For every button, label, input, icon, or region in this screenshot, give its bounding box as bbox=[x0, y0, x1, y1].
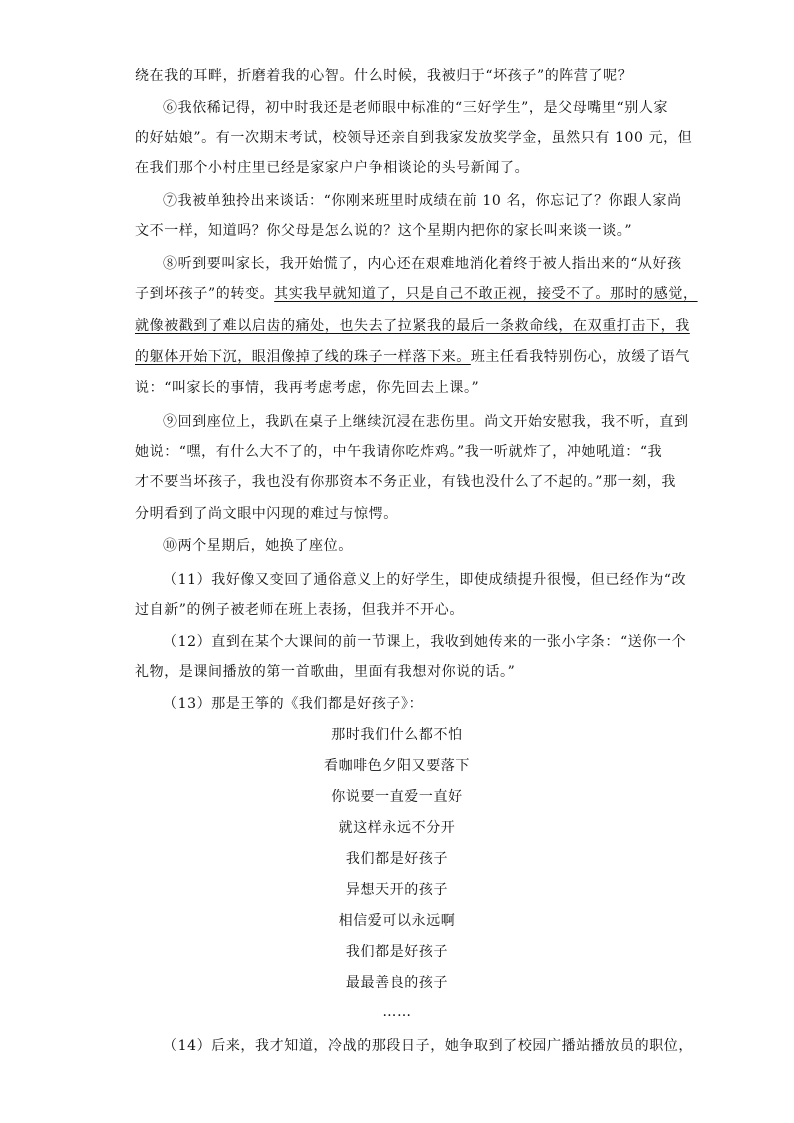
paragraph-11-line: 过自新”的例子被老师在班上表扬，但我并不开心。 bbox=[135, 602, 464, 618]
paragraph-9-line: 才不要当坏孩子，我也没有你那资本不务正业，有钱也没什么了不起的。”那一刻，我 bbox=[135, 474, 676, 490]
paragraph-8-line bbox=[135, 316, 690, 336]
paragraph-13-line: （13）那是王筝的《我们都是好孩子》： bbox=[163, 696, 424, 712]
paragraph-6-line: 在我们那个小村庄里已经是家家户户争相谈论的头号新闻了。 bbox=[135, 160, 530, 176]
paragraph-8-line bbox=[135, 284, 698, 304]
paragraph-6-line: ⑥我依稀记得，初中时我还是老师眼中标准的“三好学生”，是父母嘴里“别人家 bbox=[163, 100, 669, 116]
poem-line: 最最善良的孩子 bbox=[345, 975, 449, 991]
underlined-text: 的躯体开始下沉，眼泪像掉了线的珠子一样落下来。 bbox=[135, 349, 471, 365]
paragraph-8-line: ⑧听到要叫家长，我开始慌了，内心还在艰难地消化着终于被人指出来的“从好孩 bbox=[163, 256, 682, 272]
poem-ellipsis: …… bbox=[382, 1004, 412, 1020]
paragraph-7-line: 文不一样，知道吗？你父母是怎么说的？这个星期内把你的家长叫来谈一谈。” bbox=[135, 223, 633, 239]
paragraph-9-line: 分明看到了尚文眼中闪现的难过与惊愕。 bbox=[135, 506, 398, 522]
poem-line: 异想天开的孩子 bbox=[345, 882, 449, 898]
paragraph-12-line: 礼物，是课间播放的第一首歌曲，里面有我想对你说的话。” bbox=[135, 664, 516, 680]
poem-line: 相信爱可以永远啊 bbox=[338, 913, 456, 929]
poem-line: 我们都是好孩子 bbox=[345, 851, 449, 867]
paragraph-6-line: 的好姑娘”。有一次期末考试，校领导还亲自到我家发放奖学金，虽然只有 100 元，但 bbox=[135, 130, 693, 146]
paragraph-line: 绕在我的耳畔，折磨着我的心智。什么时候，我被归于“坏孩子”的阵营了呢？ bbox=[135, 68, 633, 84]
poem-line: 你说要一直爱一直好 bbox=[331, 789, 463, 805]
paragraph-8-line: 说：“叫家长的事情，我再考虑考虑，你先回去上课。” bbox=[135, 380, 480, 396]
plain-text: 子到坏孩子”的转变。 bbox=[135, 286, 275, 302]
underlined-text: 其实我早就知道了，只是自己不敢正视，接受不了。那时的感觉， bbox=[274, 286, 698, 302]
paragraph-10-line: ⑩两个星期后，她换了座位。 bbox=[163, 538, 353, 554]
poem-line: 那时我们什么都不怕 bbox=[331, 727, 463, 743]
paragraph-7-line: ⑦我被单独拎出来谈话：“你刚来班里时成绩在前 10 名，你忘记了？你跟人家尚 bbox=[163, 193, 682, 209]
poem-line: 我们都是好孩子 bbox=[345, 944, 449, 960]
paragraph-11-line: （11）我好像又变回了通俗意义上的好学生，即使成绩提升很慢，但已经作为“改 bbox=[163, 572, 687, 588]
paragraph-14-line: （14）后来，我才知道，冷战的那段日子，她争取到了校园广播站播放员的职位， bbox=[163, 1038, 694, 1054]
paragraph-12-line: （12）直到在某个大课间的前一节课上，我收到她传来的一张小字条：“送你一个 bbox=[163, 634, 687, 650]
poem-line: 看咖啡色夕阳又要落下 bbox=[324, 758, 470, 774]
paragraph-9-line: ⑨回到座位上，我趴在桌子上继续沉浸在悲伤里。尚文开始安慰我，我不听，直到 bbox=[163, 414, 689, 430]
underlined-text: 就像被戳到了难以启齿的痛处，也失去了拉紧我的最后一条救命线，在双重打击下，我 bbox=[135, 318, 690, 334]
paragraph-9-line: 她说：“嘿，有什么大不了的，中午我请你吃炸鸡。”我一听就炸了，冲她吼道：“我 bbox=[135, 444, 663, 460]
poem-line: 就这样永远不分开 bbox=[338, 820, 456, 836]
plain-text: 班主任看我特别伤心，放缓了语气 bbox=[470, 349, 690, 365]
paragraph-8-line bbox=[135, 347, 690, 367]
